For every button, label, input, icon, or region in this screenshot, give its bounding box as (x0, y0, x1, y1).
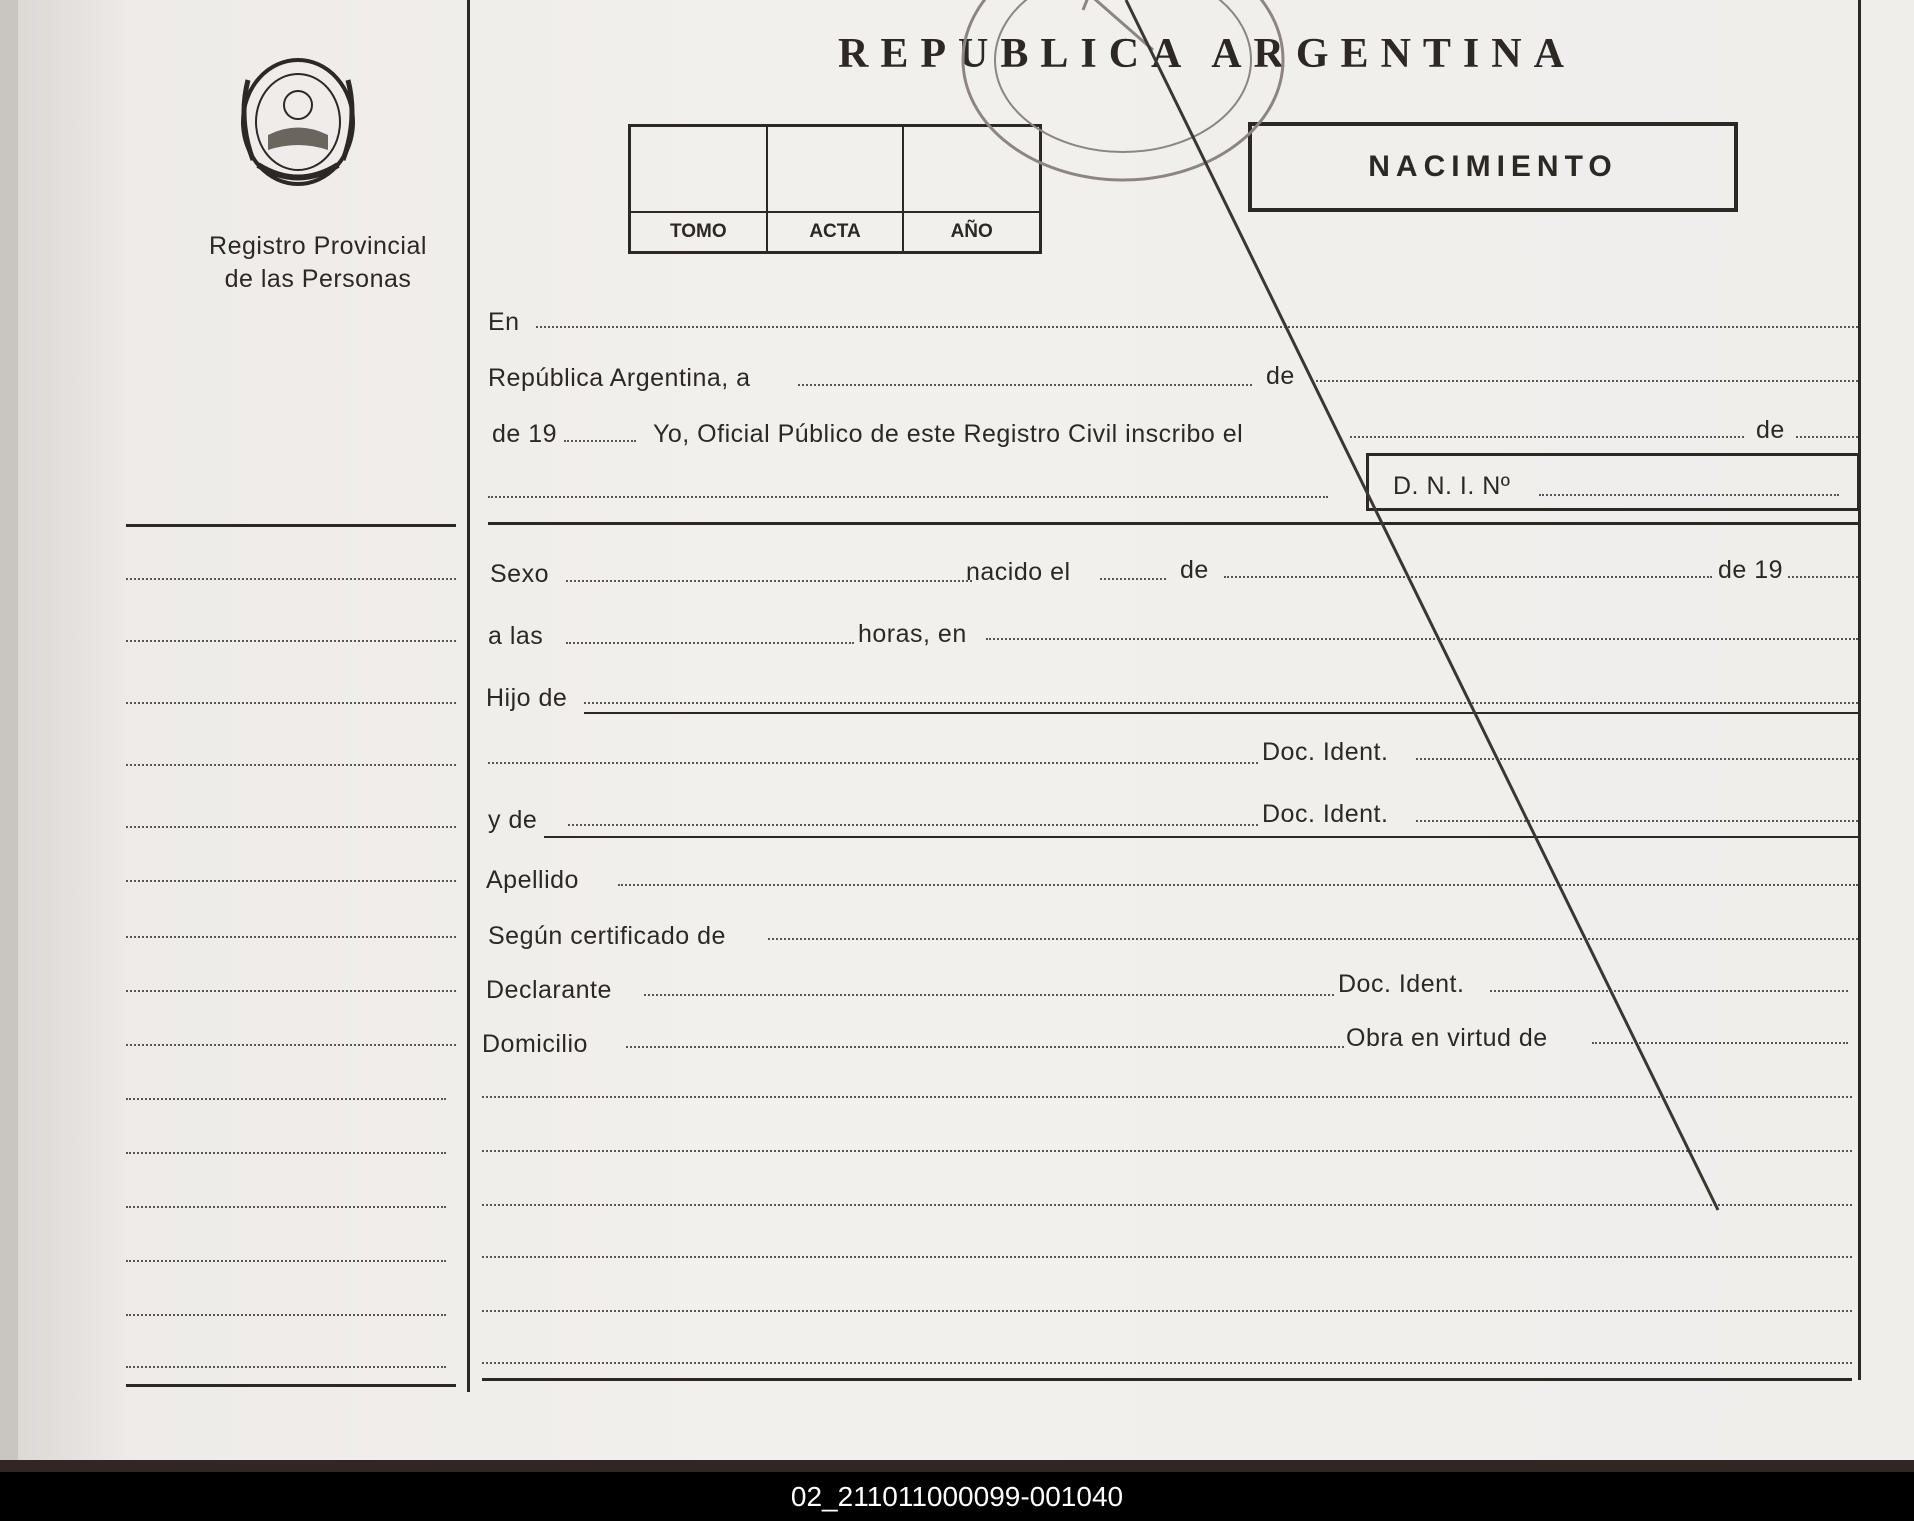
label-apellido: Apellido (486, 866, 579, 894)
label-doc-ident-1: Doc. Ident. (1262, 738, 1389, 766)
label-segun: Según certificado de (488, 922, 726, 950)
label-horas-en: horas, en (858, 620, 967, 648)
label-en: En (488, 308, 520, 336)
label-de-end: de (1756, 416, 1785, 444)
label-sexo: Sexo (490, 560, 549, 588)
label-rep-a: República Argentina, a (488, 364, 751, 392)
tomo-label: TOMO (631, 211, 766, 251)
act-type-label: NACIMIENTO (1368, 150, 1618, 183)
label-de: de (1266, 362, 1295, 390)
label-declarante: Declarante (486, 976, 612, 1004)
label-de-mid: de (1180, 556, 1209, 584)
acta-label: ACTA (768, 211, 903, 251)
label-doc-ident-3: Doc. Ident. (1338, 970, 1465, 998)
label-nacido-el: nacido el (966, 558, 1071, 586)
label-a-las: a las (488, 622, 544, 650)
registry-line-2: de las Personas (224, 265, 412, 293)
label-de19: de 19 (492, 420, 558, 448)
ano-label: AÑO (904, 211, 1039, 251)
country-title: REPUBLICA ARGENTINA (838, 31, 1576, 77)
label-y-de: y de (488, 806, 538, 834)
image-code-footer (0, 1472, 1914, 1521)
image-code: 02_211011000099-001040 (790, 1481, 1124, 1512)
label-de19-end: de 19 (1718, 556, 1784, 584)
diagonal-cancel-line (18, 0, 1914, 1460)
label-domicilio: Domicilio (482, 1030, 588, 1058)
label-obra: Obra en virtud de (1346, 1024, 1548, 1052)
label-hijo-de: Hijo de (486, 684, 568, 712)
label-yo-oficial: Yo, Oficial Público de este Registro Civil inscribo el (653, 420, 1244, 448)
form-page (18, 0, 1914, 1460)
registry-line-1: Registro Provincial (209, 232, 427, 260)
label-doc-ident-2: Doc. Ident. (1262, 800, 1389, 828)
label-dni: D. N. I. Nº (1393, 472, 1511, 500)
